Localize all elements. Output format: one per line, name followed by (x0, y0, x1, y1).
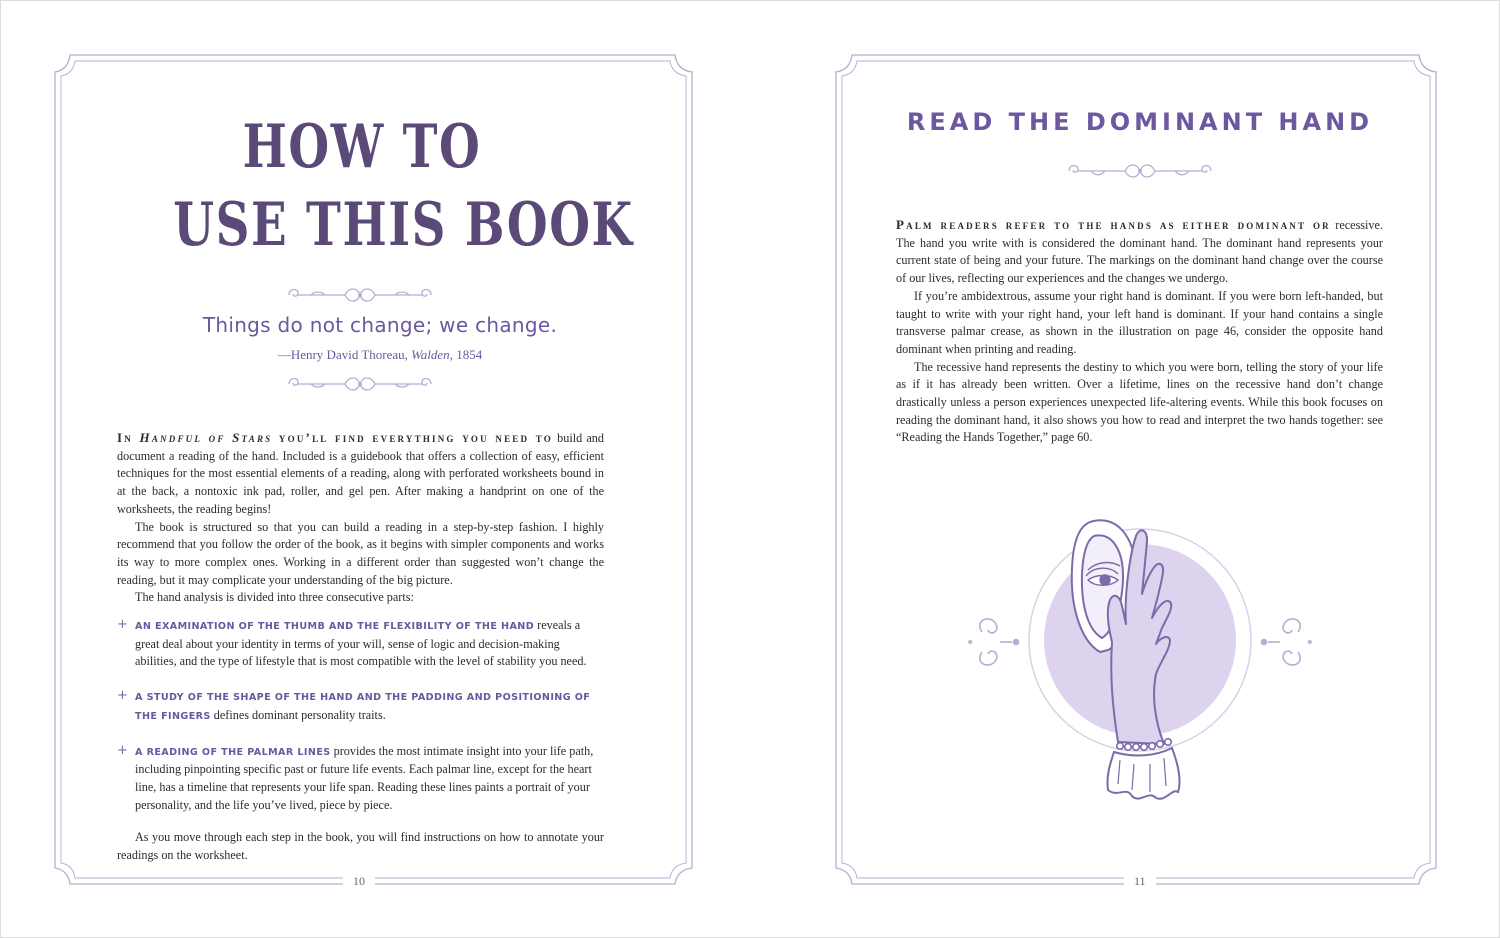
attribution-suffix: , 1854 (449, 347, 483, 362)
intro-lead-book-title: Handful of Stars (139, 430, 273, 445)
parts-list (117, 617, 604, 814)
plus-bullet-icon: + (117, 742, 128, 758)
page-title (173, 108, 634, 264)
paragraph-parts: The hand analysis is divided into three consecutive parts: (135, 590, 414, 605)
paragraph-structure: The book is structured so that you can build a reading in a step-by-step fashion. I highly recommend that you follow the order of the book, as it begins with simpler components and works its way to more complex ones. Working in a different order than suggested won’t change the reading, but it may complicate your understanding of the big picture. (117, 519, 604, 587)
epigraph-quote: Things do not change; we change. (202, 313, 558, 337)
left-body-text (117, 429, 604, 865)
hand-with-mirror-illustration (960, 514, 1320, 804)
list-item (117, 743, 604, 815)
ambidextrous-paragraph: If you’re ambidextrous, assume your right hand is dominant. If you were born left-handed, but taught to write with your right hand, your left hand is dominant. If your hand contains a single transverse palmar crease, as shown in the illustration on page 46, consider the opposite hand dominant when printing and reading. (896, 288, 1383, 356)
intro-rest: build and document a reading of the hand. Included is a guidebook that offers a collection of easy, efficient techniques for the most essential elements of a reading, along with perforated worksheets bound in at the back, a nontoxic ink pad, roller, and gel pen. After making a handprint on one of the worksheets, the reading begins! (117, 431, 604, 516)
attribution-work: Walden (411, 347, 450, 362)
dominant-rest: recessive. The hand you write with is considered the dominant hand. The dominant hand represents your current state of being and your future. The markings on the dominant hand change over the course of our lives, reflecting our experiences and the changes we undergo. (896, 218, 1383, 286)
right-body-text (896, 216, 1383, 447)
plus-bullet-icon: + (117, 617, 128, 633)
section-title: READ THE DOMINANT HAND (906, 108, 1374, 136)
list-item-text: defines dominant personality traits. (210, 707, 386, 722)
list-item (117, 617, 604, 671)
recessive-paragraph: The recessive hand represents the destiny to which you were born, telling the story of your life as if it has already been written. Over a lifetime, lines on the recessive hand don’t change drastically unless a person experiences unexpected life-altering events. While this book focuses on reading the dominant hand, it also shows you how to read and interpret the two hands together: see “Reading the Hands Together,” page 60. (896, 359, 1383, 445)
intro-lead (117, 430, 553, 445)
intro-lead-suffix: you’ll find everything you need to (272, 430, 553, 445)
list-item (117, 688, 604, 725)
title-line-1: HOW TO (242, 112, 482, 182)
page-number-left: 10 (343, 874, 375, 889)
list-item-lead: A READING OF THE PALMAR LINES (135, 746, 331, 758)
swirl-ornament-icon (969, 619, 1019, 665)
dominant-paragraph (896, 216, 1383, 288)
list-item-lead: AN EXAMINATION OF THE THUMB AND THE FLEXIBILITY OF THE HAND (135, 621, 535, 633)
title-line-2: USE THIS BOOK (173, 190, 634, 260)
scroll-flourish-icon (1063, 158, 1217, 184)
attribution-prefix: —Henry David Thoreau, (277, 347, 412, 362)
closing-paragraph: As you move through each step in the book, you will find instructions on how to annotate your readings on the worksheet. (117, 830, 604, 863)
list-item-lead: A STUDY OF THE SHAPE OF THE HAND AND THE PADDING AND POSITIONING OF THE FINGERS (135, 692, 591, 722)
list-item-text: provides the most intimate insight into your life path, including pinpointing specific past or future life events. Each palmar line, except for the heart line, has a timeline that represents your life span. Reading these lines paints a portrait of your personality, and the life you’ve lived, piece by piece. (135, 743, 594, 812)
scroll-flourish-icon (283, 373, 437, 395)
intro-paragraph (117, 429, 604, 519)
plus-bullet-icon: + (117, 688, 128, 704)
intro-lead-prefix: In (117, 430, 140, 445)
page-number-right: 11 (1124, 874, 1156, 889)
epigraph-attribution (120, 347, 640, 363)
list-item-text: reveals a great deal about your identity in terms of your will, sense of logic and decision-making abilities, and the type of lifestyle that is most compatible with the level of stability you need. (135, 618, 587, 669)
dominant-lead: Palm readers refer to the hands as either dominant or (896, 217, 1331, 232)
scroll-flourish-icon (283, 284, 437, 306)
swirl-ornament-icon (1262, 619, 1312, 665)
